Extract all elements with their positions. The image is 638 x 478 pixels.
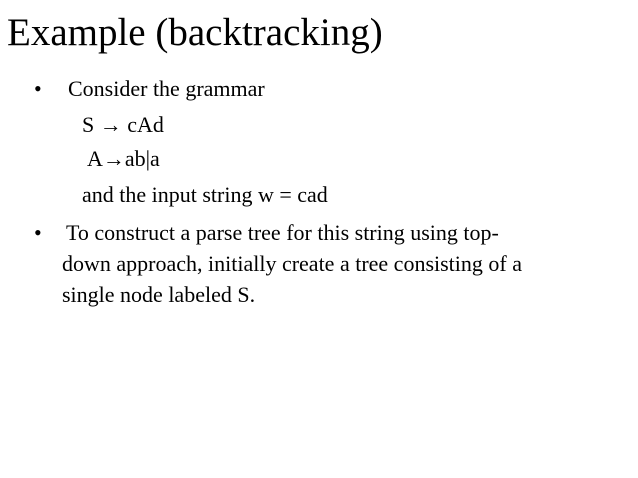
bullet-2-line-2: down approach, initially create a tree consisting of a bbox=[62, 251, 522, 276]
bullet-1-text: Consider the grammar bbox=[68, 76, 265, 101]
grammar-rule-s: S → cAd bbox=[82, 112, 164, 137]
bullet-2-line-1: To construct a parse tree for this string using top- bbox=[66, 220, 499, 245]
slide-title: Example (backtracking) bbox=[7, 11, 383, 54]
bullet-2-line-3: single node labeled S. bbox=[62, 282, 256, 307]
grammar-rule-a: A→ab|a bbox=[87, 146, 160, 171]
input-string-line: and the input string w = cad bbox=[82, 182, 328, 207]
bullet-1-marker: • bbox=[34, 76, 42, 101]
bullet-2-marker: • bbox=[34, 220, 42, 245]
